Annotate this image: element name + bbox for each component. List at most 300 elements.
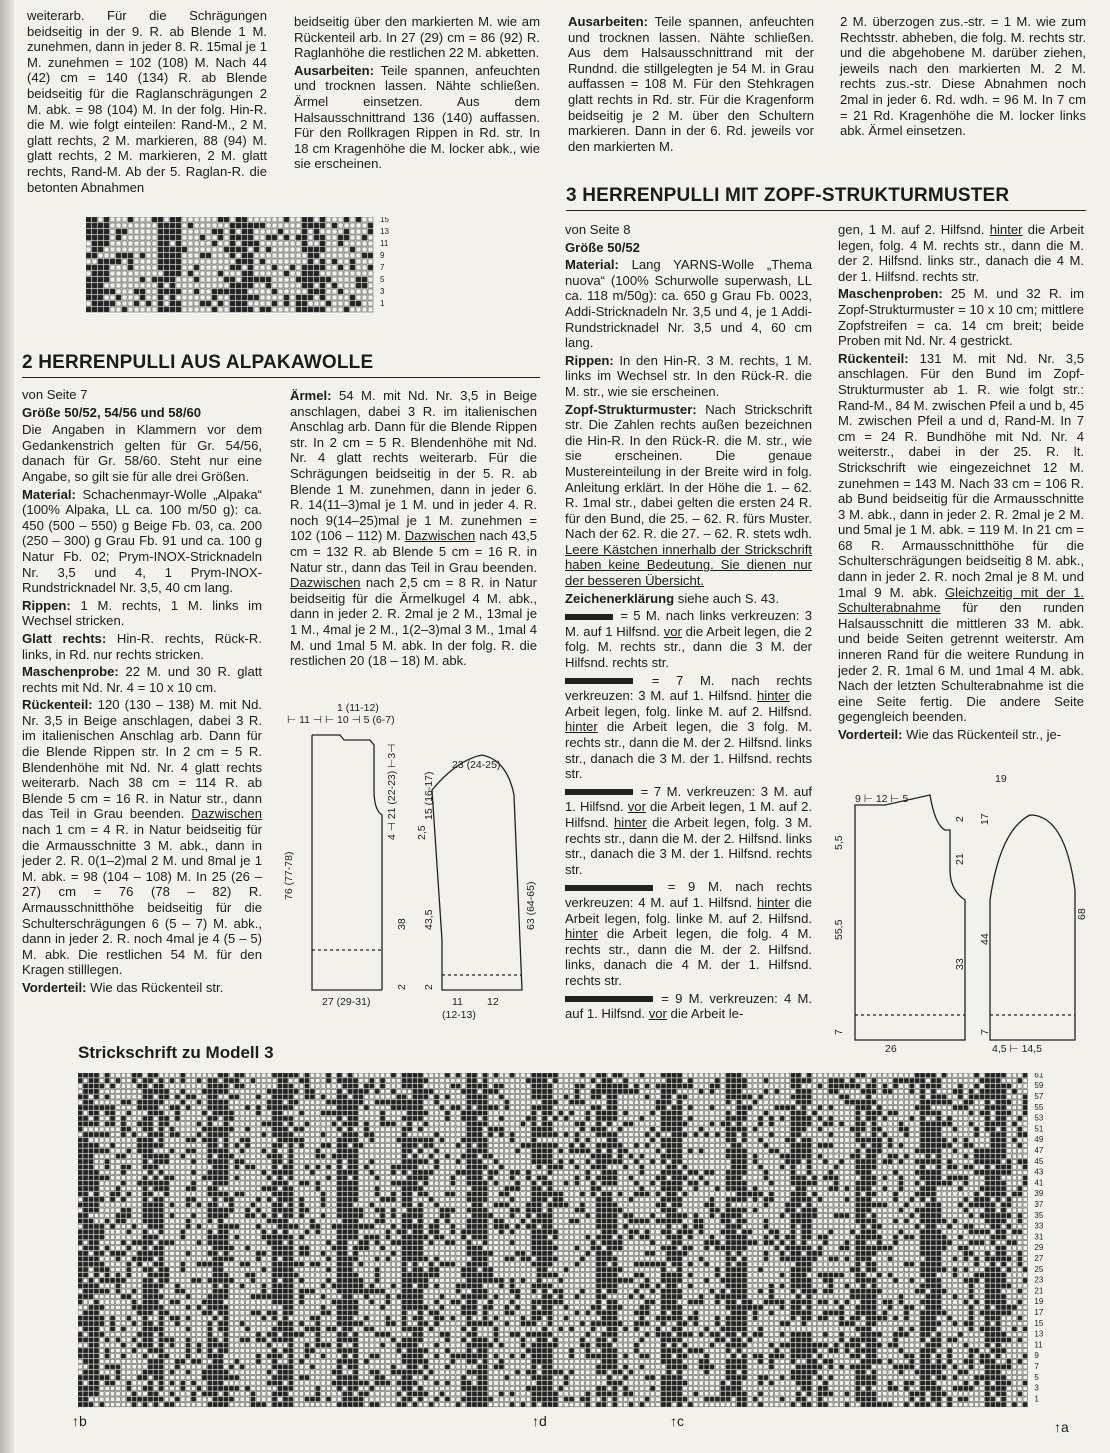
chart-cell	[326, 1095, 330, 1099]
chart-cell	[521, 1111, 525, 1115]
chart-cell	[89, 1165, 93, 1169]
chart-cell	[488, 1143, 492, 1147]
chart-cell	[164, 1165, 168, 1169]
chart-cell	[316, 1165, 320, 1169]
chart-cell	[1007, 1122, 1011, 1126]
chart-cell	[146, 217, 151, 222]
chart-cell	[368, 271, 373, 276]
chart-cell	[100, 1186, 104, 1190]
chart-cell	[515, 1100, 519, 1104]
chart-cell	[629, 1084, 633, 1088]
chart-cell	[596, 1186, 600, 1190]
chart-cell	[721, 1127, 725, 1131]
chart-cell	[359, 1122, 363, 1126]
chart-cell	[445, 1186, 449, 1190]
chart-cell	[602, 1165, 606, 1169]
chart-cell	[953, 1149, 957, 1153]
chart-cell	[83, 1095, 87, 1099]
chart-cell	[254, 277, 259, 282]
chart-cell	[164, 247, 169, 252]
chart-cell	[553, 1165, 557, 1169]
chart-cell	[596, 1111, 600, 1115]
chart-cell	[208, 1154, 212, 1158]
chart-cell	[445, 1197, 449, 1201]
chart-cell	[337, 1105, 341, 1109]
chart-cell	[451, 1127, 455, 1131]
chart-cell	[499, 1084, 503, 1088]
chart-cell	[326, 1073, 330, 1077]
chart-cell	[170, 1165, 174, 1169]
chart-cell	[200, 283, 205, 288]
chart-cell	[278, 1111, 282, 1115]
chart-cell	[807, 1143, 811, 1147]
chart-cell	[974, 1089, 978, 1093]
chart-cell	[230, 265, 235, 270]
chart-cell	[542, 1084, 546, 1088]
chart-cell	[839, 1165, 843, 1169]
chart-cell	[164, 223, 169, 228]
chart-cell	[235, 1089, 239, 1093]
chart-cell	[656, 1111, 660, 1115]
chart-cell	[629, 1100, 633, 1104]
chart-cell	[515, 1159, 519, 1163]
chart-cell	[86, 229, 91, 234]
chart-cell	[236, 277, 241, 282]
chart-cell	[748, 1132, 752, 1136]
chart-cell	[623, 1111, 627, 1115]
chart-cell	[194, 223, 199, 228]
chart-cell	[488, 1149, 492, 1153]
chart-cell	[699, 1089, 703, 1093]
chart-cell	[942, 1181, 946, 1185]
chart-cell	[602, 1186, 606, 1190]
chart-cell	[148, 1149, 152, 1153]
chart-cell	[391, 1170, 395, 1174]
chart-cell	[98, 289, 103, 294]
chart-cell	[208, 1149, 212, 1153]
chart-cell	[656, 1149, 660, 1153]
chart-cell	[602, 1170, 606, 1174]
chart-cell	[548, 1170, 552, 1174]
chart-cell	[953, 1105, 957, 1109]
chart-cell	[812, 1084, 816, 1088]
chart-cell	[143, 1154, 147, 1158]
chart-cell	[850, 1170, 854, 1174]
chart-cell	[310, 1095, 314, 1099]
chart-cell	[964, 1176, 968, 1180]
chart-cell	[194, 247, 199, 252]
chart-cell	[591, 1186, 595, 1190]
chart-cell	[499, 1138, 503, 1142]
chart-cell	[230, 295, 235, 300]
chart-cell	[110, 289, 115, 294]
chart-cell	[872, 1159, 876, 1163]
chart-cell	[791, 1105, 795, 1109]
chart-cell	[866, 1127, 870, 1131]
chart-cell	[721, 1089, 725, 1093]
chart-cell	[969, 1084, 973, 1088]
chart-cell	[105, 1105, 109, 1109]
chart-cell	[407, 1170, 411, 1174]
chart-cell	[110, 1192, 114, 1196]
chart-cell	[775, 1111, 779, 1115]
chart-cell	[521, 1127, 525, 1131]
chart-cell	[818, 1143, 822, 1147]
chart-cell	[154, 1084, 158, 1088]
chart-cell	[134, 241, 139, 246]
chart-cell	[434, 1138, 438, 1142]
chart-cell	[100, 1143, 104, 1147]
chart-cell	[391, 1165, 395, 1169]
chart-cell	[726, 1111, 730, 1115]
chart-cell	[472, 1132, 476, 1136]
chart-cell	[362, 247, 367, 252]
chart-cell	[402, 1078, 406, 1082]
chart-cell	[140, 265, 145, 270]
chart-cell	[980, 1181, 984, 1185]
chart-cell	[548, 1165, 552, 1169]
chart-cell	[429, 1170, 433, 1174]
chart-cell	[753, 1095, 757, 1099]
chart-cell	[748, 1111, 752, 1115]
chart-cell	[332, 1105, 336, 1109]
chart-cell	[591, 1105, 595, 1109]
chart-cell	[164, 289, 169, 294]
chart-cell	[931, 1105, 935, 1109]
chart-cell	[158, 241, 163, 246]
chart-cell	[532, 1111, 536, 1115]
chart-cell	[235, 1170, 239, 1174]
chart-cell	[248, 253, 253, 258]
chart-cell	[532, 1165, 536, 1169]
chart-cell	[143, 1197, 147, 1201]
chart-cell	[672, 1105, 676, 1109]
chart-cell	[320, 241, 325, 246]
chart-cell	[348, 1089, 352, 1093]
chart-cell	[429, 1084, 433, 1088]
chart-cell	[391, 1084, 395, 1088]
chart-cell	[159, 1170, 163, 1174]
chart-cell	[164, 1186, 168, 1190]
chart-cell	[710, 1181, 714, 1185]
chart-cell	[272, 259, 277, 264]
chart-cell	[154, 1127, 158, 1131]
chart-cell	[920, 1170, 924, 1174]
chart-cell	[159, 1176, 163, 1180]
chart-cell	[266, 301, 271, 306]
chart-cell	[953, 1154, 957, 1158]
chart-cell	[134, 289, 139, 294]
chart-cell	[402, 1143, 406, 1147]
chart-cell	[278, 1149, 282, 1153]
chart-cell	[964, 1089, 968, 1093]
chart-cell	[575, 1127, 579, 1131]
chart-cell	[807, 1154, 811, 1158]
chart-cell	[197, 1170, 201, 1174]
chart-cell	[704, 1111, 708, 1115]
chart-cell	[521, 1132, 525, 1136]
chart-cell	[974, 1084, 978, 1088]
chart-cell	[451, 1159, 455, 1163]
chart-cell	[332, 271, 337, 276]
chart-cell	[974, 1122, 978, 1126]
chart-cell	[985, 1132, 989, 1136]
chart-cell	[758, 1181, 762, 1185]
chart-cell	[110, 1100, 114, 1104]
chart-cell	[753, 1132, 757, 1136]
chart-cell	[866, 1111, 870, 1115]
chart-cell	[224, 295, 229, 300]
chart-cell	[132, 1122, 136, 1126]
chart-cell	[326, 1105, 330, 1109]
chart-cell	[796, 1143, 800, 1147]
chart-cell	[100, 1149, 104, 1153]
chart-cell	[176, 229, 181, 234]
chart-cell	[618, 1095, 622, 1099]
chart-cell	[262, 1105, 266, 1109]
chart-cell	[699, 1159, 703, 1163]
chart-cell	[350, 277, 355, 282]
chart-cell	[926, 1095, 930, 1099]
chart-cell	[391, 1192, 395, 1196]
chart-cell	[942, 1095, 946, 1099]
chart-cell	[461, 1154, 465, 1158]
chart-cell	[343, 1078, 347, 1082]
chart-cell	[337, 1181, 341, 1185]
chart-cell	[359, 1127, 363, 1131]
chart-cell	[931, 1181, 935, 1185]
chart-cell	[186, 1078, 190, 1082]
chart-cell	[235, 1143, 239, 1147]
chart-cell	[602, 1100, 606, 1104]
chart-cell	[715, 1100, 719, 1104]
chart-cell	[596, 1100, 600, 1104]
chart-cell	[1018, 1132, 1022, 1136]
chart-cell	[283, 1132, 287, 1136]
chart-cell	[580, 1143, 584, 1147]
chart-cell	[640, 1138, 644, 1142]
chart-cell	[553, 1138, 557, 1142]
chart-cell	[899, 1149, 903, 1153]
chart-cell	[407, 1149, 411, 1153]
chart-cell	[640, 1089, 644, 1093]
chart-cell	[677, 1154, 681, 1158]
chart-cell	[575, 1186, 579, 1190]
chart-cell	[188, 247, 193, 252]
chart-cell	[289, 1132, 293, 1136]
chart-cell	[337, 1100, 341, 1104]
chart-cell	[667, 1100, 671, 1104]
chart-cell	[866, 1192, 870, 1196]
chart-cell	[314, 265, 319, 270]
chart-cell	[175, 1138, 179, 1142]
chart-cell	[368, 277, 373, 282]
chart-cell	[537, 1116, 541, 1120]
chart-cell	[559, 1100, 563, 1104]
chart-cell	[1007, 1165, 1011, 1169]
chart-cell	[704, 1149, 708, 1153]
chart-cell	[812, 1089, 816, 1093]
chart-cell	[818, 1165, 822, 1169]
chart-cell	[154, 1138, 158, 1142]
chart-cell	[100, 1165, 104, 1169]
chart-cell	[980, 1170, 984, 1174]
chart-cell	[170, 283, 175, 288]
chart-cell	[105, 1132, 109, 1136]
chart-cell	[580, 1078, 584, 1082]
chart-cell	[715, 1159, 719, 1163]
chart-cell	[515, 1122, 519, 1126]
chart-cell	[596, 1078, 600, 1082]
chart-cell	[613, 1154, 617, 1158]
chart-cell	[758, 1186, 762, 1190]
chart-cell	[942, 1154, 946, 1158]
chart-cell	[397, 1127, 401, 1131]
chart-cell	[407, 1186, 411, 1190]
chart-cell	[116, 289, 121, 294]
chart-cell	[807, 1186, 811, 1190]
chart-cell	[494, 1149, 498, 1153]
chart-cell	[391, 1159, 395, 1163]
chart-cell	[899, 1170, 903, 1174]
chart-cell	[402, 1165, 406, 1169]
chart-cell	[83, 1143, 87, 1147]
chart-cell	[289, 1073, 293, 1077]
chart-cell	[829, 1181, 833, 1185]
chart-cell	[721, 1170, 725, 1174]
chart-cell	[623, 1143, 627, 1147]
chart-cell	[320, 307, 325, 312]
chart-cell	[640, 1127, 644, 1131]
chart-cell	[548, 1100, 552, 1104]
chart-cell	[629, 1165, 633, 1169]
chart-cell	[181, 1143, 185, 1147]
chart-cell	[320, 235, 325, 240]
chart-cell	[650, 1154, 654, 1158]
chart-cell	[775, 1100, 779, 1104]
chart-cell	[359, 1165, 363, 1169]
chart-cell	[629, 1127, 633, 1131]
chart-cell	[672, 1111, 676, 1115]
chart-cell	[559, 1159, 563, 1163]
chart-cell	[823, 1181, 827, 1185]
chart-cell	[206, 277, 211, 282]
chart-cell	[845, 1078, 849, 1082]
chart-cell	[308, 307, 313, 312]
chart-cell	[877, 1186, 881, 1190]
chart-cell	[618, 1105, 622, 1109]
chart-cell	[640, 1122, 644, 1126]
chart-cell	[974, 1170, 978, 1174]
chart-cell	[278, 241, 283, 246]
chart-cell	[1012, 1084, 1016, 1088]
chart-cell	[397, 1149, 401, 1153]
chart-cell	[710, 1192, 714, 1196]
chart-cell	[283, 1089, 287, 1093]
chart-cell	[100, 1078, 104, 1082]
chart-cell	[834, 1149, 838, 1153]
chart-cell	[823, 1073, 827, 1077]
chart-cell	[623, 1100, 627, 1104]
chart-cell	[537, 1127, 541, 1131]
chart-cell	[368, 265, 373, 270]
chart-cell	[332, 289, 337, 294]
col3-top-text: Ausarbeiten: Teile spannen, anfeuchten und trocknen lassen. Nähte schließen. Aus dem Halsausschnittrand mit der Rundnd. die stillgelegten je 54 M. in Grau auffassen = 108 M. Für den Stehkragen glatt rechts in Rd. str. Für die Kragenform beidseitig je 2 M. über den Schultern markieren. Dann in der 6. Rd. jeweils vor den markierten M.	[568, 14, 814, 154]
chart-cell	[694, 1095, 698, 1099]
chart-cell	[953, 1170, 957, 1174]
chart-cell	[251, 1111, 255, 1115]
chart-cell	[974, 1078, 978, 1082]
chart-cell	[888, 1100, 892, 1104]
chart-cell	[213, 1100, 217, 1104]
chart-cell	[260, 283, 265, 288]
chart-cell	[607, 1149, 611, 1153]
chart-cell	[338, 307, 343, 312]
chart-cell	[715, 1095, 719, 1099]
chart-cell	[645, 1122, 649, 1126]
chart-cell	[591, 1165, 595, 1169]
chart-cell	[899, 1143, 903, 1147]
chart-cell	[704, 1084, 708, 1088]
chart-cell	[370, 1100, 374, 1104]
chart-cell	[424, 1116, 428, 1120]
chart-cell	[164, 1111, 168, 1115]
chart-cell	[100, 1197, 104, 1201]
chart-cell	[629, 1159, 633, 1163]
chart-cell	[188, 289, 193, 294]
chart-cell	[326, 1143, 330, 1147]
chart-cell	[515, 1170, 519, 1174]
chart-cell	[931, 1116, 935, 1120]
chart-cell	[305, 1192, 309, 1196]
chart-cell	[212, 283, 217, 288]
chart-cell	[321, 1181, 325, 1185]
chart-cell	[942, 1105, 946, 1109]
chart-cell	[359, 1116, 363, 1120]
chart-cell	[407, 1132, 411, 1136]
chart-cell	[254, 229, 259, 234]
chart-cell	[461, 1149, 465, 1153]
chart-cell	[488, 1192, 492, 1196]
chart-cell	[213, 1122, 217, 1126]
chart-cell	[488, 1170, 492, 1174]
chart-cell	[494, 1111, 498, 1115]
chart-cell	[721, 1159, 725, 1163]
chart-cell	[152, 259, 157, 264]
chart-cell	[104, 247, 109, 252]
chart-cell	[785, 1084, 789, 1088]
chart-cell	[314, 241, 319, 246]
chart-cell	[283, 1127, 287, 1131]
chart-cell	[866, 1105, 870, 1109]
chart-cell	[260, 241, 265, 246]
chart-cell	[478, 1159, 482, 1163]
chart-cell	[181, 1084, 185, 1088]
chart-cell	[553, 1084, 557, 1088]
chart-cell	[899, 1084, 903, 1088]
chart-cell	[553, 1089, 557, 1093]
chart-cell	[1018, 1089, 1022, 1093]
chart-cell	[314, 283, 319, 288]
chart-cell	[370, 1165, 374, 1169]
chart-cell	[197, 1192, 201, 1196]
chart-cell	[521, 1192, 525, 1196]
chart-cell	[213, 1197, 217, 1201]
chart-cell	[510, 1089, 514, 1093]
chart-cell	[148, 1084, 152, 1088]
chart-cell	[991, 1127, 995, 1131]
chart-cell	[224, 1111, 228, 1115]
